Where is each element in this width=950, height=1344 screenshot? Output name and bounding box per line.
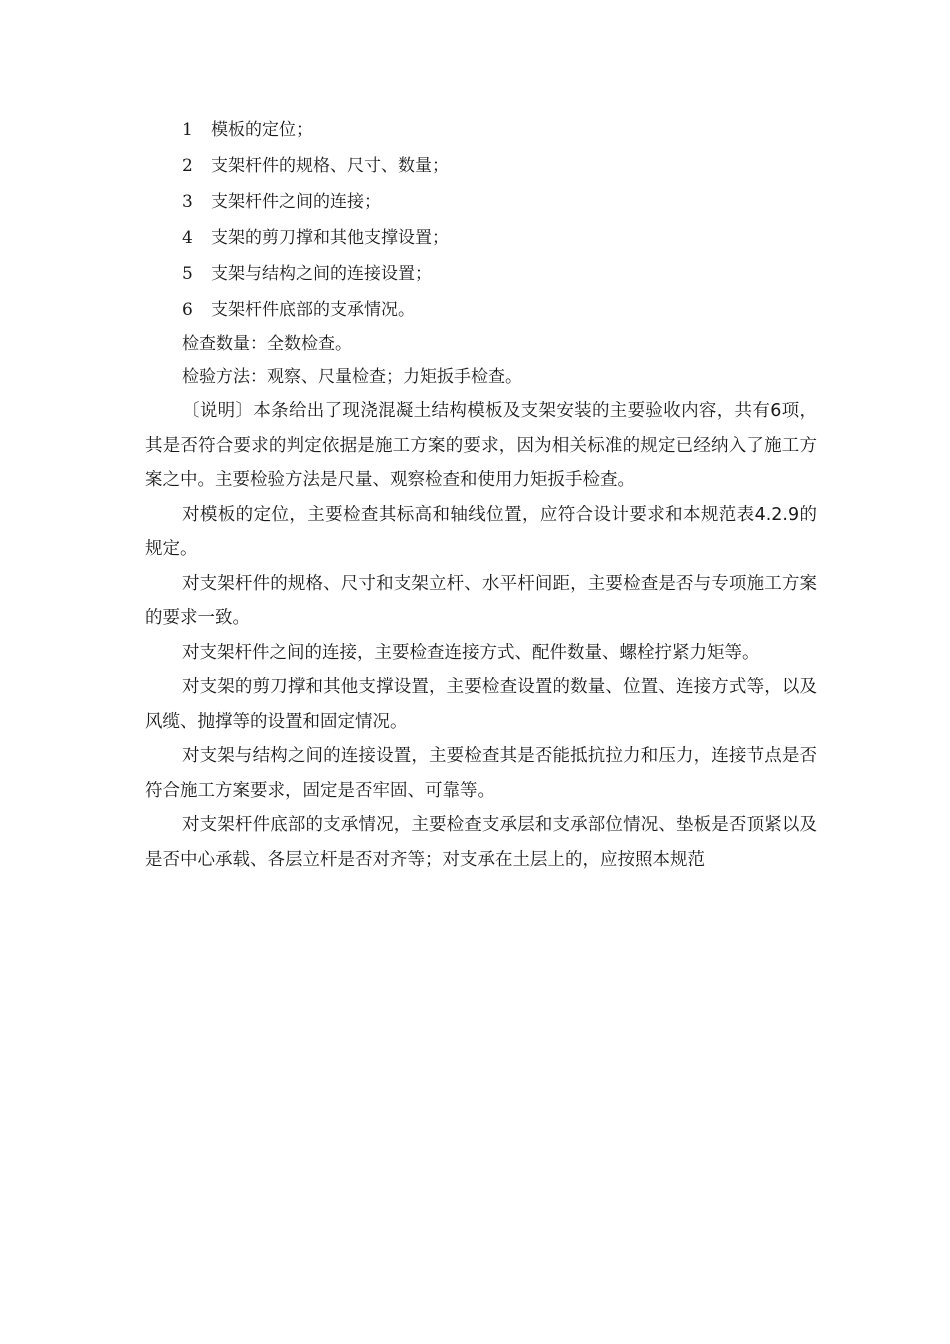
member-connection-paragraph: 对支架杆件之间的连接，主要检查连接方式、配件数量、螺栓拧紧力矩等。	[182, 642, 760, 663]
list-item	[145, 184, 817, 220]
formwork-positioning-paragraph: 对模板的定位，主要检查其标高和轴线位置，应符合设计要求和本规范表4.2.9的规定。	[145, 504, 817, 559]
list-item	[145, 220, 817, 256]
list-item	[145, 256, 817, 292]
member-specification-paragraph: 对支架杆件的规格、尺寸和支架立杆、水平杆间距，主要检查是否与专项施工方案的要求一致。	[145, 573, 817, 628]
document-body	[145, 112, 817, 877]
inspection-items-list	[145, 112, 817, 328]
list-item-text: 支架与结构之间的连接设置；	[211, 264, 432, 284]
base-support-paragraph: 对支架杆件底部的支承情况，主要检查支承层和支承部位情况、垫板是否顶紧以及是否中心承载、各层立杆是否对齐等；对支承在土层上的，应按照本规范	[145, 815, 817, 870]
list-item-number: 2	[182, 156, 193, 176]
list-item-number: 6	[182, 300, 193, 320]
inspection-method: 检验方法：观察、尺量检查；力矩扳手检查。	[182, 367, 522, 387]
list-item-text: 支架杆件的规格、尺寸、数量；	[211, 156, 449, 176]
list-item-number: 1	[182, 120, 193, 140]
list-item	[145, 148, 817, 184]
list-item-number: 5	[182, 264, 193, 284]
list-item-text: 支架杆件之间的连接；	[211, 192, 381, 212]
list-item-text: 支架的剪刀撑和其他支撑设置；	[211, 228, 449, 248]
list-item-number: 3	[182, 192, 193, 212]
bracing-paragraph: 对支架的剪刀撑和其他支撑设置，主要检查设置的数量、位置、连接方式等，以及风缆、抛撑等的设置和固定情况。	[145, 677, 817, 732]
list-item-number: 4	[182, 228, 193, 248]
explanation-paragraph: 〔说明〕本条给出了现浇混凝土结构模板及支架安装的主要验收内容，共有6项，其是否符合要求的判定依据是施工方案的要求，因为相关标准的规定已经纳入了施工方案之中。主要检验方法是尺量、观察检查和使用力矩扳手检查。	[145, 401, 817, 490]
structure-connection-paragraph: 对支架与结构之间的连接设置，主要检查其是否能抵抗拉力和压力，连接节点是否符合施工方案要求，固定是否牢固、可靠等。	[145, 746, 817, 801]
list-item	[145, 292, 817, 328]
list-item-text: 模板的定位；	[211, 120, 313, 140]
list-item	[145, 112, 817, 148]
inspection-quantity: 检查数量：全数检查。	[182, 334, 352, 354]
list-item-text: 支架杆件底部的支承情况。	[211, 300, 415, 320]
